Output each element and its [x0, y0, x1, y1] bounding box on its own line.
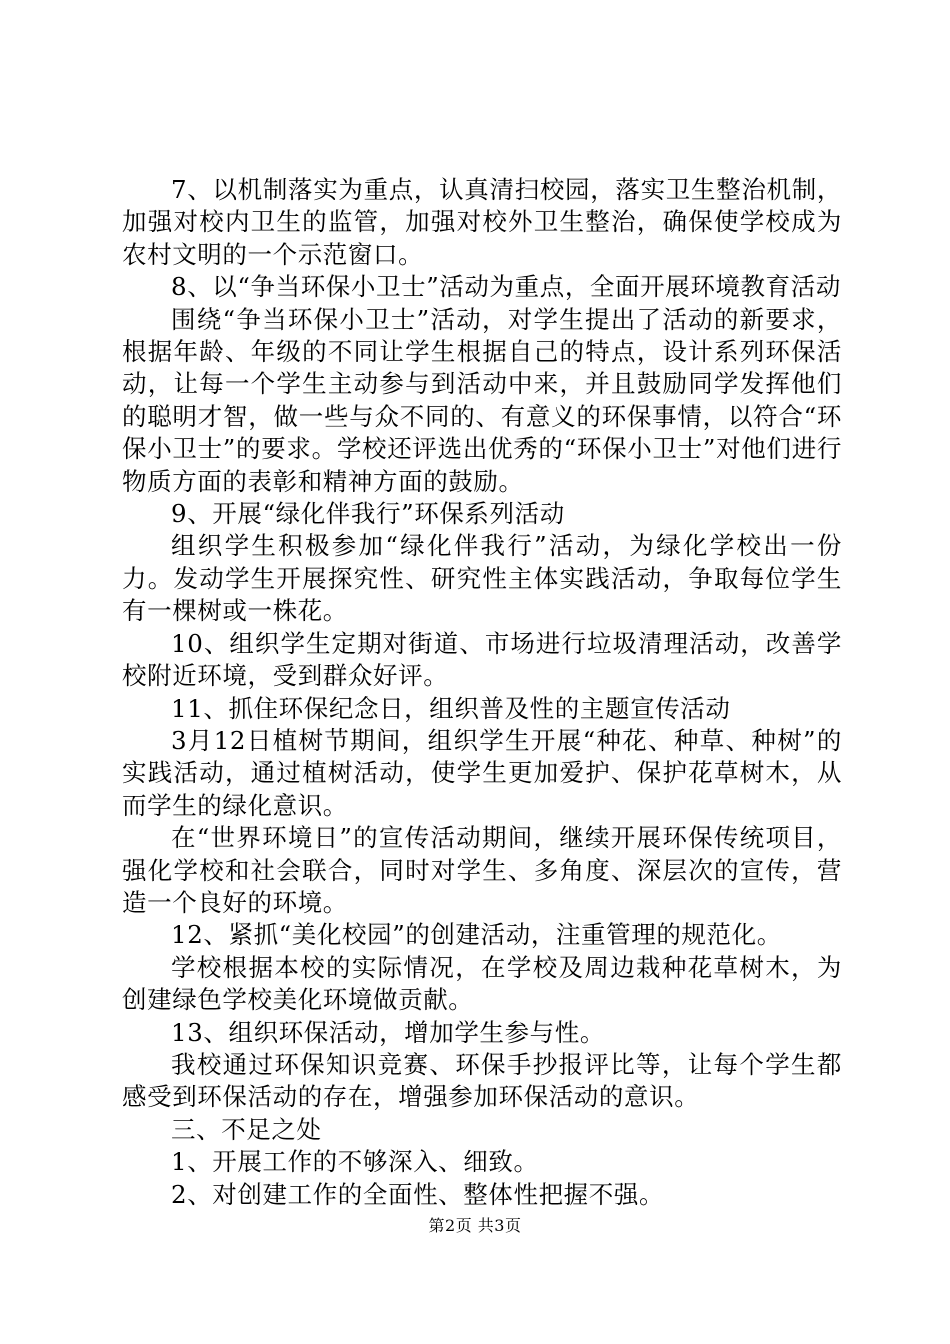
- page-number-footer: 第2页 共3页: [428, 1216, 522, 1235]
- paragraph-shortcoming-2: 2、对创建工作的全面性、整体性把握不强。: [171, 1179, 665, 1209]
- paragraph-item-10: 10、组织学生定期对街道、市场进行垃圾清理活动，改善学校附近环境，受到群众好评。: [122, 628, 842, 691]
- paragraph-heading-item-9: 9、开展“绿化伴我行”环保系列活动: [171, 499, 565, 529]
- paragraph-greening: 组织学生积极参加“绿化伴我行”活动，为绿化学校出一份力。发动学生开展探究性、研究性主体实践活动，争取每位学生有一棵树或一株花。: [122, 531, 842, 626]
- paragraph-competition: 我校通过环保知识竞赛、环保手抄报评比等，让每个学生都感受到环保活动的存在，增强参加环保活动的意识。: [122, 1049, 842, 1112]
- paragraph-heading-item-12: 12、紧抓“美化校园”的创建活动，注重管理的规范化。: [171, 920, 782, 950]
- paragraph-shortcoming-1: 1、开展工作的不够深入、细致。: [171, 1147, 539, 1177]
- paragraph-campus-planting: 学校根据本校的实际情况，在学校及周边栽种花草树木，为创建绿色学校美化环境做贡献。: [122, 952, 842, 1015]
- paragraph-eco-guard: 围绕“争当环保小卫士”活动，对学生提出了活动的新要求，根据年龄、年级的不同让学生根据自己的特点，设计系列环保活动，让每一个学生主动参与到活动中来，并且鼓励同学发挥他们的聪明才智，做一些与众不同的、有意义的环保事情，以符合“环保小卫士”的要求。学校还评选出优秀的“环保小卫士”对他们进行物质方面的表彰和精神方面的鼓励。: [122, 304, 842, 496]
- document-body: [122, 174, 842, 1211]
- paragraph-environment-day: 在“世界环境日”的宣传活动期间，继续开展环保传统项目，强化学校和社会联合，同时对学生、多角度、深层次的宣传，营造一个良好的环境。: [122, 823, 842, 917]
- section-heading-shortcomings: 三、不足之处: [171, 1114, 322, 1144]
- paragraph-heading-item-13: 13、组织环保活动，增加学生参与性。: [171, 1017, 605, 1047]
- paragraph-arbor-day: 3月12日植树节期间，组织学生开展“种花、种草、种树”的实践活动，通过植树活动，使学生更加爱护、保护花草树木，从而学生的绿化意识。: [122, 725, 842, 820]
- paragraph-heading-item-11: 11、抓住环保纪念日，组织普及性的主题宣传活动: [171, 693, 731, 723]
- paragraph-item-7: 7、以机制落实为重点，认真清扫校园，落实卫生整治机制，加强对校内卫生的监管，加强对校外卫生整治，确保使学校成为农村文明的一个示范窗口。: [122, 175, 842, 269]
- paragraph-heading-item-8: 8、以“争当环保小卫士”活动为重点，全面开展环境教育活动: [171, 272, 841, 302]
